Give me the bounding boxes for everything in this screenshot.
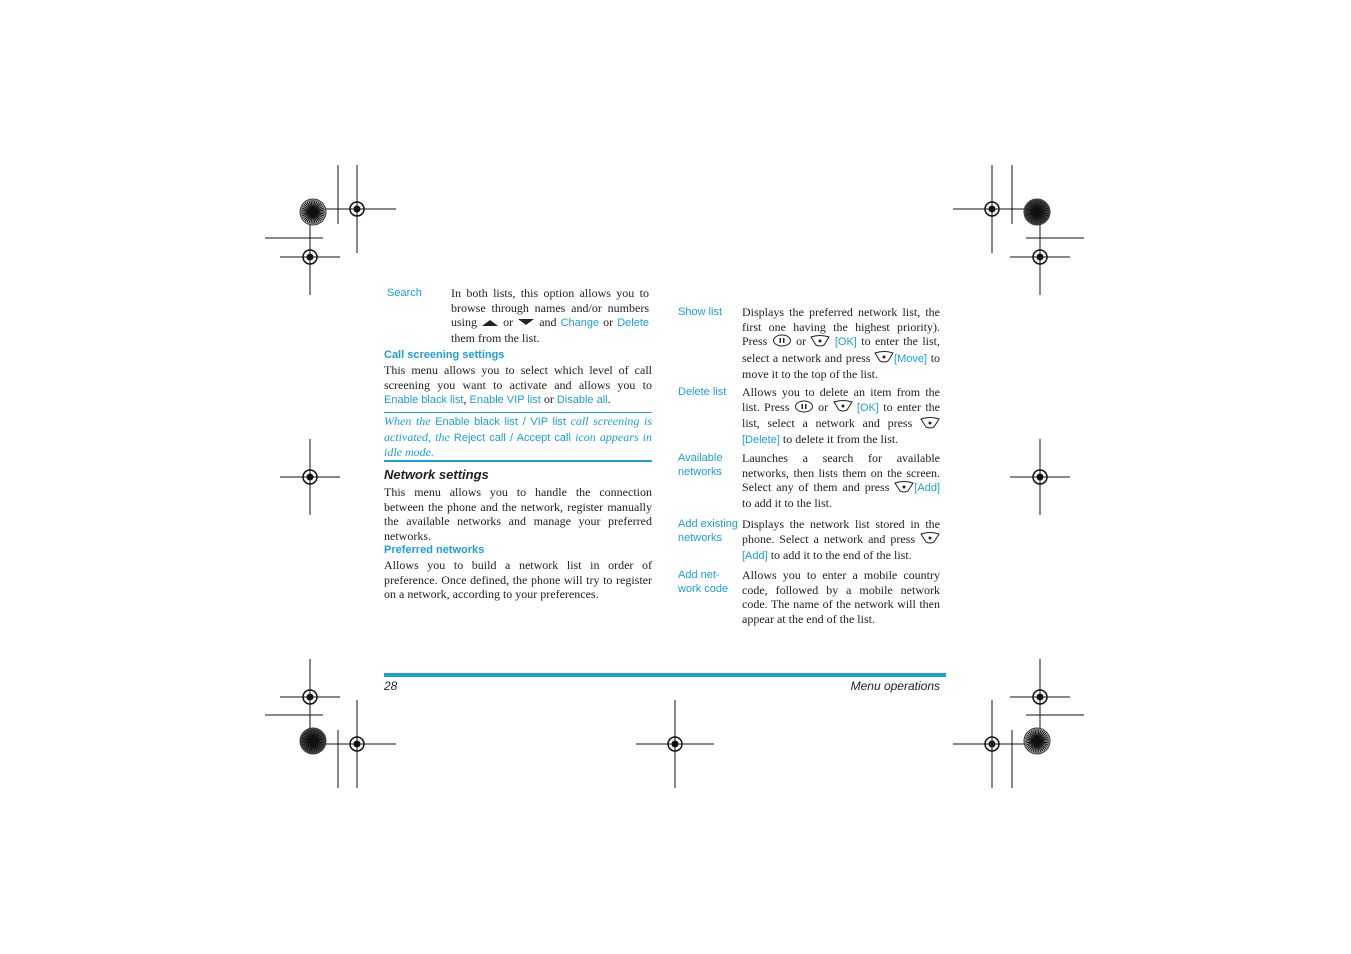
show-list-text-3: to move it to the top of the list.: [742, 350, 941, 381]
note-top-rule: [384, 412, 652, 413]
available-networks-description: [742, 451, 940, 511]
search-text-2: them from the list.: [451, 330, 540, 345]
ok-option: [OK]: [856, 401, 879, 414]
ok-key-icon: [894, 481, 914, 497]
available-networks-term-2: networks: [678, 466, 723, 478]
ok-key-icon: [920, 532, 940, 548]
add-network-code-description: Allows you to enter a mobile country code, followed by a mobile network code. The name of the network will then appear at the end of the list.: [742, 568, 940, 626]
move-option: [Move]: [894, 352, 928, 365]
show-list-text-2: to enter the list, select a network and press: [742, 334, 941, 365]
add-network-code-term-1: Add net-: [678, 569, 720, 581]
preferred-networks-heading: Preferred networks: [384, 544, 485, 556]
delete-list-text-1: Allows you to delete an item from the list. Press: [742, 385, 940, 414]
delete-option: Delete: [617, 317, 650, 330]
ok-key-icon: [810, 335, 830, 351]
add-existing-term-1: Add existing: [678, 518, 738, 530]
ok-key-icon: [833, 400, 853, 416]
call-screening-or: or: [543, 392, 554, 407]
delete-list-text-2: to enter the list, select a network and press: [742, 399, 941, 431]
delete-list-term: Delete list: [678, 386, 727, 398]
search-and: and: [539, 315, 557, 330]
show-list-text-1: Displays the preferred network list, the first one having the highest priority). Press: [742, 305, 940, 349]
disable-all-option: Disable all: [556, 394, 608, 407]
delete-list-description: [742, 385, 940, 448]
menu-key-icon: [794, 400, 814, 417]
search-or-2: or: [603, 315, 614, 330]
ok-key-icon: [920, 417, 940, 433]
section-title: Menu operations: [850, 679, 940, 693]
available-networks-text-2: to add it to the list.: [742, 496, 832, 511]
search-description: [451, 286, 649, 345]
delete-option: [Delete]: [742, 434, 780, 447]
show-list-or: or: [796, 334, 807, 349]
note-prefix: When the: [384, 414, 431, 428]
note-bottom-rule: [384, 460, 652, 462]
search-term: Search: [387, 287, 422, 299]
network-settings-description: This menu allows you to handle the connection between the phone and the network, register manually the available networks and manage your preferred networks.: [384, 485, 652, 543]
enable-black-list-option: Enable black list: [384, 394, 464, 407]
note-suffix: icon appears in idle mode.: [384, 429, 653, 460]
note-box: [384, 414, 652, 460]
page-number: 28: [384, 679, 398, 693]
network-settings-heading: Network settings: [384, 467, 489, 482]
up-arrow-icon: [481, 316, 499, 331]
available-networks-term-1: Available: [678, 452, 723, 464]
period: .: [607, 392, 611, 407]
delete-list-or: or: [818, 399, 829, 414]
show-list-term: Show list: [678, 306, 723, 318]
ok-key-icon: [874, 351, 894, 367]
enable-vip-list-option: Enable VIP list: [469, 394, 541, 407]
available-networks-text-1: Launches a search for available networks, then lists them on the screen. Select any of them and press: [742, 451, 940, 495]
delete-list-text-3: to delete it from the list.: [782, 432, 899, 447]
search-or: or: [503, 315, 514, 330]
note-icon-name: Reject call / Accept call: [453, 431, 571, 444]
call-screening-description: [384, 363, 652, 408]
menu-key-icon: [772, 334, 792, 351]
call-screening-heading: Call screening settings: [384, 349, 505, 361]
add-existing-text-1: Displays the network list stored in the phone. Select a network and press: [742, 517, 940, 546]
show-list-description: [742, 305, 940, 381]
note-list-names: Enable black list / VIP list: [435, 416, 566, 428]
add-existing-text-2: to add it to the end of the list.: [770, 547, 912, 562]
add-existing-networks-term: [678, 517, 738, 545]
ok-option: [OK]: [834, 336, 857, 349]
add-existing-term-2: networks: [678, 532, 723, 544]
call-screening-text: This menu allows you to select which level of call screening you want to activate and allows you to: [384, 363, 652, 392]
search-text-1: In both lists, this option allows you to browse through names and/or numbers using: [451, 286, 649, 330]
add-network-code-term-2: work code: [678, 583, 729, 595]
note-middle: call screening is activated, the: [384, 414, 653, 444]
add-option: [Add]: [914, 482, 941, 495]
change-option: Change: [560, 317, 600, 330]
comma: ,: [463, 392, 467, 407]
footer-rule: [384, 673, 946, 677]
add-network-code-term: [678, 568, 728, 596]
add-option: [Add]: [742, 549, 768, 562]
available-networks-term: [678, 451, 722, 479]
down-arrow-icon: [517, 316, 535, 331]
preferred-networks-description: Allows you to build a network list in order of preference. Once defined, the phone will try to register on a network, according to your preferences.: [384, 558, 652, 602]
add-existing-networks-description: [742, 517, 940, 563]
